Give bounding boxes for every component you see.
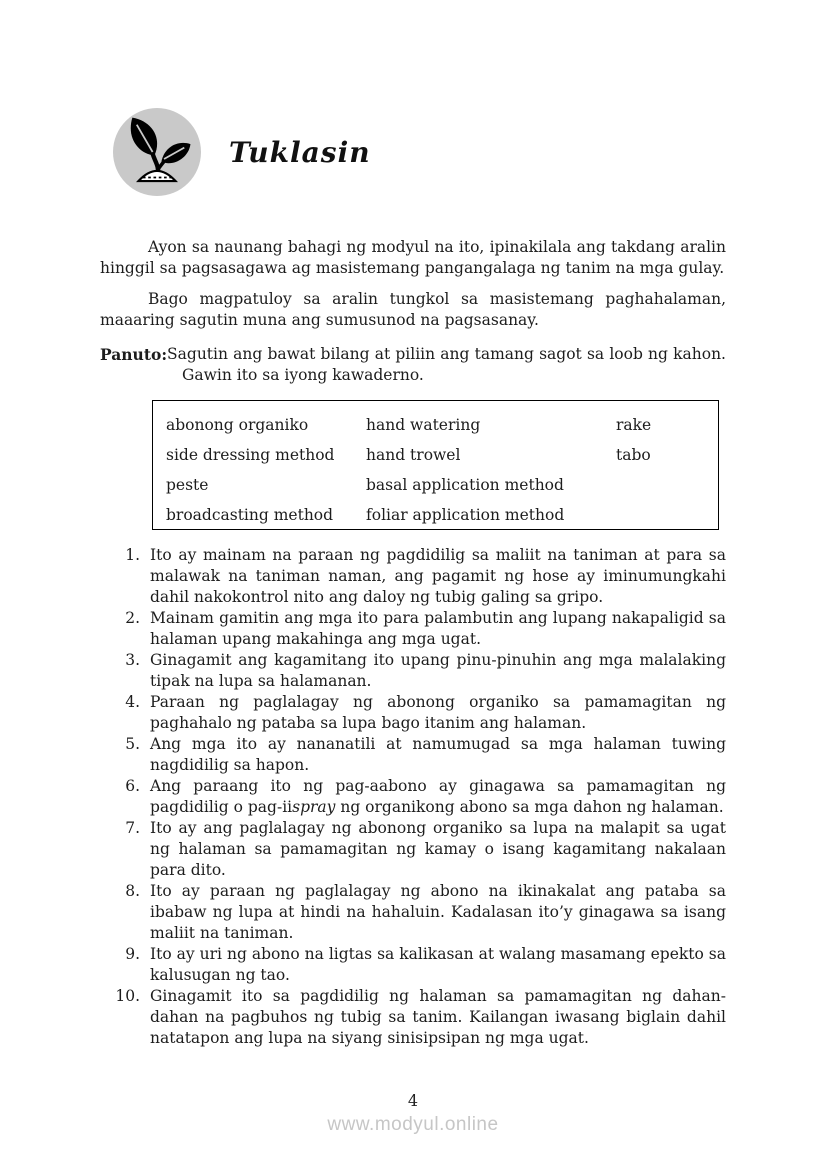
quiz-item-text-post: ng organikong abono sa mga dahon ng halaman. [335,798,724,816]
word-bank-item: basal application method [366,475,564,494]
intro-paragraph-2: Bago magpatuloy sa aralin tungkol sa masistemang paghahalaman, maaaring sagutin muna ang sumusunod na pagsasanay. [100,290,726,329]
quiz-item-text: Ginagamit ang kagamitang ito upang pinu-pinuhin ang mga malalaking tipak na lupa sa halamanan. [150,651,726,690]
quiz-item-1 [100,545,726,608]
quiz-item-text-pre: Ang paraang ito ng pag-aabono ay ginagawa sa pamamagitan ng pagdidilig o pag-ii [150,777,726,816]
watermark-text: www.modyul.online [327,1114,499,1135]
word-bank-box [152,400,719,530]
seedling-icon [113,108,201,196]
quiz-item-text: Ito ay uri ng abono na ligtas sa kalikasan at walang masamang epekto sa kalusugan ng tao. [150,945,726,984]
word-bank-row [166,500,718,530]
word-bank-item: tabo [616,445,651,464]
quiz-item-8 [100,881,726,944]
quiz-item-text: Ito ay ang paglalagay ng abonong organiko sa lupa na malapit sa ugat ng halaman sa pamamagitan ng kamay o isang kagamitang nakalaan para dito. [150,819,726,879]
instructions-text [167,344,726,386]
quiz-item-number: 9. [125,945,140,963]
quiz-item-6 [100,776,726,818]
word-bank-item: peste [166,475,209,494]
quiz-item-number: 1. [125,546,140,564]
main-content [100,237,726,1049]
word-bank-item: abonong organiko [166,415,309,434]
word-bank-item: broadcasting method [166,505,334,524]
word-bank-row [166,410,718,440]
quiz-item-number: 5. [125,735,140,753]
word-bank-item: rake [616,415,652,434]
quiz-item-number: 4. [125,693,140,711]
word-bank-item: side dressing method [166,445,335,464]
instructions-line-1: Sagutin ang bawat bilang at piliin ang tamang sagot sa loob ng kahon. [167,345,726,363]
page-title: Tuklasin [229,135,371,169]
quiz-item-number: 10. [115,987,140,1005]
quiz-item-number: 6. [125,777,140,795]
word-bank-item: foliar application method [366,505,565,524]
quiz-item-text [150,776,726,818]
quiz-list [100,545,726,1049]
quiz-item-9 [100,944,726,986]
quiz-item-number: 8. [125,882,140,900]
word-bank-row [166,470,718,500]
word-bank-item: hand watering [366,415,481,434]
quiz-item-text: Ito ay mainam na paraan ng pagdidilig sa maliit na taniman at para sa malawak na taniman naman, ang pagamit ng hose ay iminumungkahi dahil nakokontrol nito ang daloy ng tubig galing sa gripo. [150,546,726,606]
instructions-line-2: Gawin ito sa iyong kawaderno. [182,366,424,384]
quiz-item-3 [100,650,726,692]
quiz-item-text: Mainam gamitin ang mga ito para palambutin ang lupang nakapaligid sa halaman upang makahinga ang mga ugat. [150,609,726,648]
quiz-item-text: Ginagamit ito sa pagdidilig ng halaman sa pamamagitan ng dahan-dahan na pagbuhos ng tubig sa tanim. Kailangan iwasang biglain dahil natatapon ang lupa na siyang sinisipsipan ng mga ugat. [150,987,726,1047]
quiz-item-number: 2. [125,609,140,627]
instructions [100,344,726,386]
quiz-item-number: 3. [125,651,140,669]
instructions-label: Panuto: [100,345,168,364]
quiz-item-text: Paraan ng paglalagay ng abonong organiko sa pamamagitan ng paghahalo ng pataba sa lupa bago itanim ang halaman. [150,693,726,732]
quiz-item-text: Ang mga ito ay nananatili at namumugad sa mga halaman tuwing nagdidilig sa hapon. [150,735,726,774]
quiz-item-5 [100,734,726,776]
word-bank-item: hand trowel [366,445,461,464]
quiz-item-text: Ito ay paraan ng paglalagay ng abono na ikinakalat ang pataba sa ibabaw ng lupa at hindi na hahaluin. Kadalasan ito’y ginagawa sa isang maliit na taniman. [150,882,726,942]
quiz-item-4 [100,692,726,734]
page-number: 4 [407,1091,419,1110]
word-bank-row [166,440,718,470]
section-header [113,108,371,196]
quiz-item-text-italic: spray [292,798,336,816]
intro-paragraph-1: Ayon sa naunang bahagi ng modyul na ito, ipinakilala ang takdang aralin hinggil sa pagsasagawa ag masistemang pangangalaga ng tanim na mga gulay. [100,238,726,277]
quiz-item-2 [100,608,726,650]
quiz-item-number: 7. [125,819,140,837]
quiz-item-10 [100,986,726,1049]
quiz-item-7 [100,818,726,881]
